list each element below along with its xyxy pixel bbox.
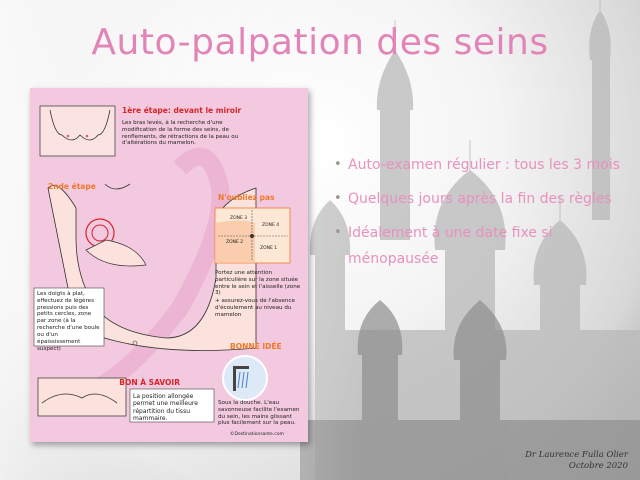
bon-savoir-text: La position allongée permet une meilleure répartition du tissu mammaire. [133,393,198,422]
noubliez-text-2: + assurez-vous de l'absence d'écoulement au niveau du mamelon [215,298,295,318]
poster-image [30,88,308,442]
bon-savoir-title: BON À SAVOIR [119,378,180,387]
noubliez-text-1: Portez une attention particulière sur la zone située entre le sein et l'aisselle (zone 3) [215,270,301,297]
slide-title: Auto-palpation des seins [91,22,549,63]
author-name: Dr Laurence Fulla Olier [525,450,628,460]
zone-label-3: ZONE 3 [230,216,248,221]
step1-text: Les bras levés, à la recherche d'une modification de la forme des seins, de renflements, de rétractions de la peau ou d'altérations du mamelon. [122,120,239,147]
zone-label-1: ZONE 1 [260,246,278,251]
author-credit [525,450,628,472]
bullet-item: • Idéalement à une date fixe si ménopausée [334,220,624,272]
bullet-item: • Auto-examen régulier : tous les 3 mois [334,152,624,178]
bullet-list [334,152,624,280]
author-date: Octobre 2020 [568,461,628,471]
step1-title: 1ère étape: devant le miroir [122,106,242,115]
bullet-item: • Quelques jours après la fin des règles [334,186,624,212]
bonne-idee-title: BONNE IDÉE [230,342,282,351]
zone-label-2: ZONE 2 [226,240,244,245]
zone-label-4: ZONE 4 [262,223,280,228]
poster-credit: ©Destinationsante.com [230,432,284,437]
step2-text: Les doigts à plat, effectuez de légères pressions puis des petits cercles, zone par zone (à la recherche d'une boule ou d'un épaississement suspect) [37,291,100,352]
noubliez-title: N'oubliez pas [218,193,275,202]
bonne-idee-text: Sous la douche. L'eau savonneuse facilite l'examen du sein, les mains glissant plus facilement sur la peau. [218,400,300,427]
step2-title: 2nde étape [48,182,96,191]
